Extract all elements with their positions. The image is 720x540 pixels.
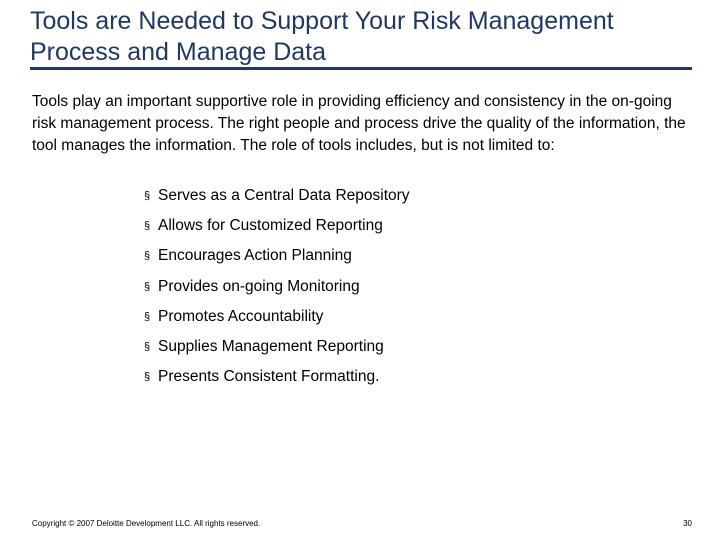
bullet-text: Encourages Action Planning — [158, 247, 352, 265]
bullet-item — [144, 186, 410, 216]
square-bullet-icon: § — [144, 280, 151, 293]
bullet-list — [144, 186, 410, 397]
footer-copyright: Copyright © 2007 Deloitte Development LLC. All rights reserved. — [32, 519, 261, 528]
bullet-text: Presents Consistent Formatting. — [158, 368, 380, 386]
square-bullet-icon: § — [144, 220, 151, 233]
bullet-text: Serves as a Central Data Repository — [158, 187, 410, 204]
square-bullet-icon: § — [144, 190, 151, 202]
bullet-text: Promotes Accountability — [158, 307, 324, 325]
square-bullet-icon: § — [144, 310, 151, 323]
square-bullet-icon: § — [144, 371, 151, 384]
bullet-text: Provides on-going Monitoring — [158, 277, 360, 295]
bullet-item — [144, 277, 410, 307]
bullet-item — [144, 337, 410, 367]
slide-title: Tools are Needed to Support Your Risk Management Process and Manage Data — [30, 7, 614, 66]
bullet-item — [144, 246, 410, 276]
bullet-item — [144, 216, 410, 246]
square-bullet-icon: § — [144, 250, 151, 263]
bullet-text: Supplies Management Reporting — [158, 337, 384, 355]
page-number: 30 — [683, 519, 692, 528]
bullet-text: Allows for Customized Reporting — [158, 217, 383, 235]
intro-paragraph: Tools play an important supportive role in providing efficiency and consistency in the on-going risk management process. The right people and process drive the quality of the information, the tool manages the information. The role of tools includes, but is not limited to: — [32, 93, 686, 154]
bullet-item — [144, 367, 410, 397]
square-bullet-icon: § — [144, 340, 151, 353]
title-underline — [30, 67, 692, 70]
bullet-item — [144, 307, 410, 337]
